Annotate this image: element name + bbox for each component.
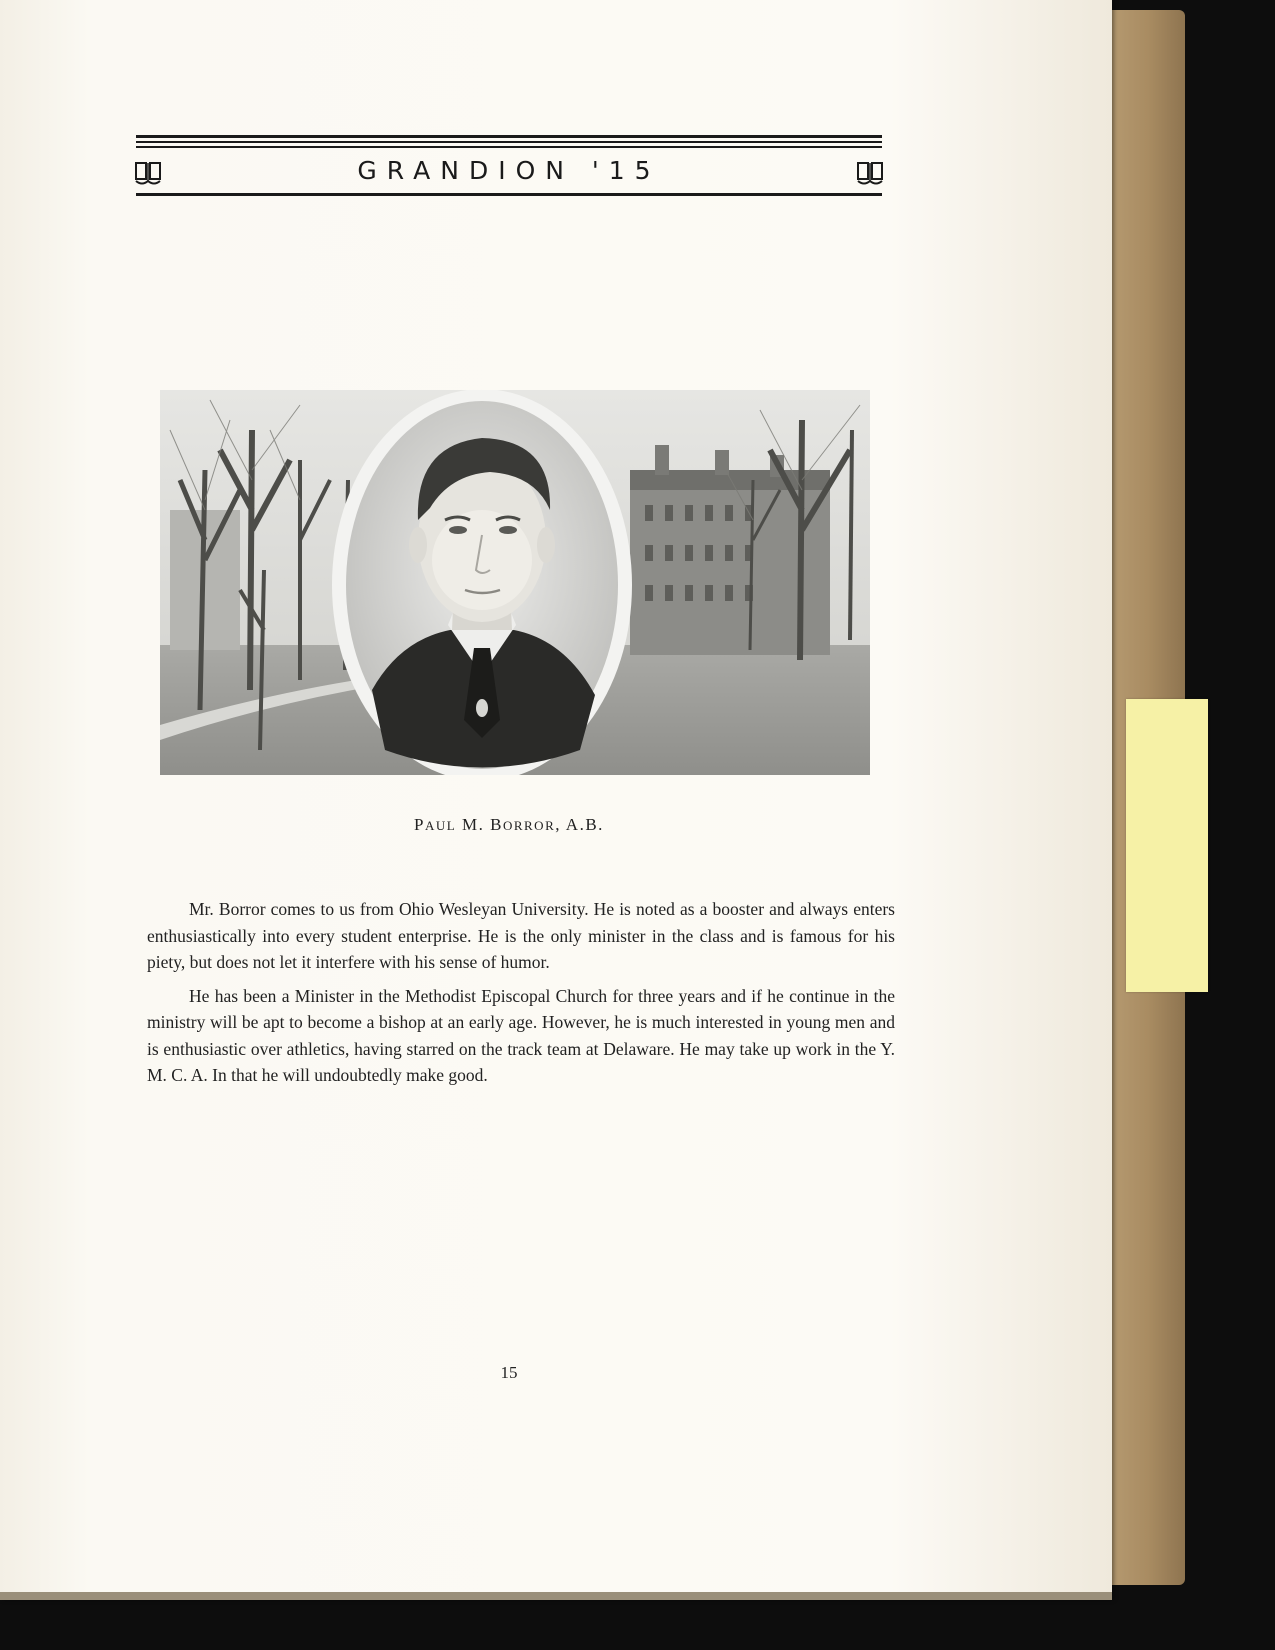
biography-paragraph: Mr. Borror comes to us from Ohio Wesleyan University. He is noted as a booster and always enters enthusiastically into every student enterprise. He is the only minister in the class and is famous for his piety, but does not let it interfere with his sense of humor. (147, 899, 895, 972)
caption-first-initial: P (414, 815, 426, 834)
photo-caption (136, 815, 882, 835)
header-rule-top-3 (136, 146, 882, 148)
running-title: GRANDION '15 (357, 156, 661, 185)
caption-first-rest: AUL (425, 818, 457, 833)
book-ornament-icon (856, 160, 884, 186)
caption-degree: , A.B. (555, 815, 604, 834)
biography-text (147, 896, 895, 1096)
header-rule-top (136, 135, 882, 138)
caption-last-initial: B (490, 815, 503, 834)
page-number: 15 (500, 1363, 518, 1382)
portrait-photo (160, 390, 870, 775)
biography-paragraph: He has been a Minister in the Methodist Episcopal Church for three years and if he continue in the ministry will be apt to become a bishop at an early age. However, he is much interested in young men and is enthusiastic over athletics, having starred on the track team at Delaware. He may take up work in the Y. M. C. A. In that he will undoubtedly make good. (147, 985, 895, 1085)
header-rule-top-2 (136, 141, 882, 143)
portrait-oval (332, 390, 632, 775)
header-rule-bottom (136, 193, 882, 196)
sticky-note-tab (1126, 699, 1208, 992)
caption-last-rest: ORROR (502, 818, 556, 833)
caption-middle: M. (456, 815, 491, 834)
